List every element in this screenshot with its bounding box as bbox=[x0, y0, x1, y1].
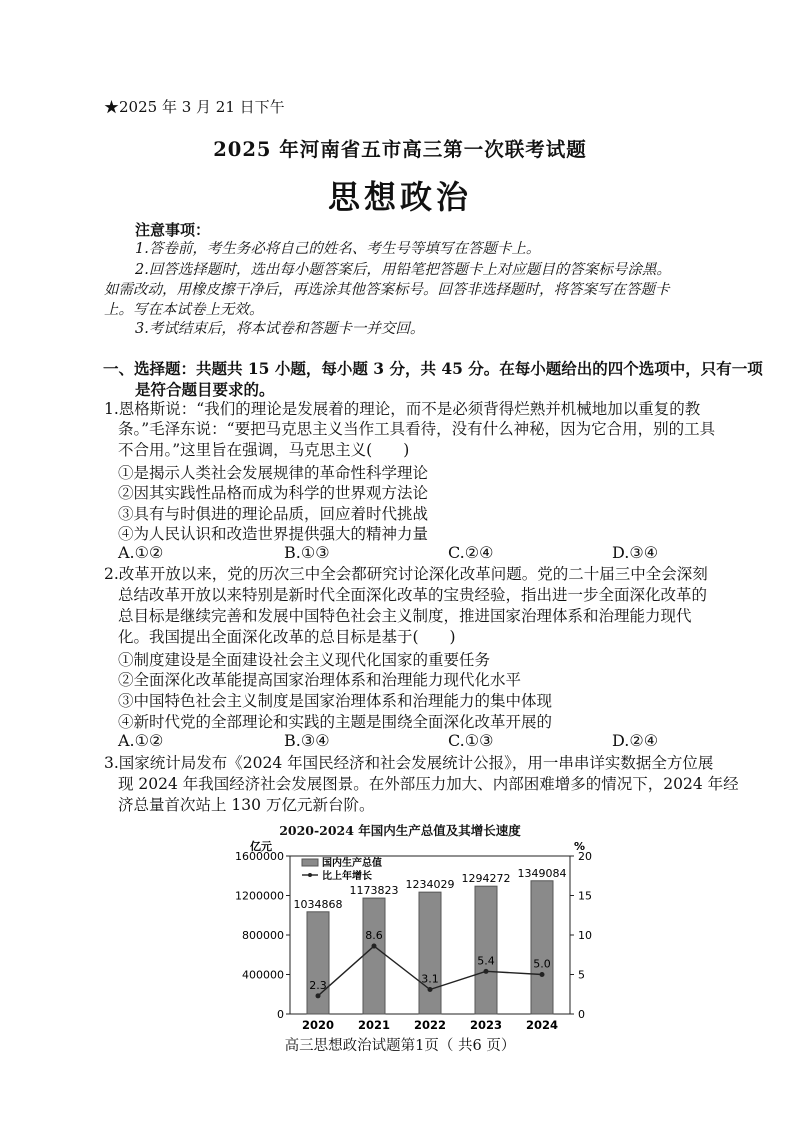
right-axis-tick-label: 5 bbox=[578, 968, 585, 982]
notice-item-2: 2.回答选择题时，选出每小题答案后，用铅笔把答题卡上对应题目的答案标号涂黑。 bbox=[135, 262, 671, 278]
question-1-line-2: 条。”毛泽东说：“要把马克思主义当作工具看待，没有什么神秘，因为它合用，别的工具 bbox=[118, 420, 716, 438]
question-1-option-1: ①是揭示人类社会发展规律的革命性科学理论 bbox=[118, 464, 429, 482]
question-2-choice-a: A.①② bbox=[118, 731, 164, 750]
growth-point bbox=[484, 969, 489, 974]
question-2-option-1: ①制度建设是全面建设社会主义现代化国家的重要任务 bbox=[118, 651, 491, 669]
page-footer: 高三思想政治试题第1页（ 共6 页） bbox=[284, 1038, 516, 1054]
exam-date: ★2025 年 3 月 21 日下午 bbox=[104, 98, 285, 116]
question-3-line-2: 现 2024 年我国经济社会发展图景。在外部压力加大、内部困难增多的情况下，2024 年经 bbox=[118, 775, 739, 793]
left-axis-tick-label: 0 bbox=[277, 1008, 284, 1021]
left-axis-tick-label: 1600000 bbox=[235, 850, 284, 863]
gdp-bar bbox=[531, 881, 553, 1014]
growth-point bbox=[316, 993, 321, 998]
gdp-bar-label: 1173823 bbox=[349, 884, 399, 898]
notice-item-2-end: 上。写在本试卷上无效。 bbox=[104, 302, 264, 318]
right-axis-tick-label: 20 bbox=[578, 850, 592, 863]
gdp-bar-label: 1234029 bbox=[405, 878, 455, 892]
question-1-option-3: ③具有与时俱进的理论品质，回应着时代挑战 bbox=[118, 505, 429, 523]
question-2-choice-c: C.①③ bbox=[448, 731, 494, 750]
question-3-line-1: 3.国家统计局发布《2024 年国民经济和社会发展统计公报》，用一串串详实数据全方位展 bbox=[104, 754, 714, 772]
exam-title: 2025 年河南省五市高三第一次联考试题 bbox=[213, 138, 587, 161]
legend-line-marker bbox=[308, 873, 312, 877]
notice-heading: 注意事项： bbox=[135, 221, 211, 239]
notice-item-1: 1.答卷前，考生务必将自己的姓名、考生号等填写在答题卡上。 bbox=[135, 241, 541, 257]
x-axis-tick-label: 2024 bbox=[525, 1018, 559, 1032]
exam-subject: 思想政治 bbox=[327, 178, 472, 216]
growth-point-label: 3.1 bbox=[421, 972, 439, 986]
question-2-line-4: 化。我国提出全面深化改革的总目标是基于( ) bbox=[118, 628, 456, 646]
section-heading-cont: 是符合题目要求的。 bbox=[135, 380, 275, 399]
gdp-bar bbox=[363, 898, 385, 1014]
growth-point bbox=[540, 972, 545, 977]
question-1-line-3: 不合用。”这里旨在强调，马克思主义( ) bbox=[118, 441, 410, 459]
x-axis-tick-label: 2021 bbox=[357, 1018, 391, 1032]
growth-point-label: 5.4 bbox=[477, 954, 495, 968]
gdp-bar bbox=[475, 886, 497, 1014]
legend-bar-swatch bbox=[302, 859, 318, 866]
gdp-bar-label: 1034868 bbox=[293, 897, 343, 911]
question-1-choice-a: A.①② bbox=[118, 543, 164, 562]
left-axis-tick-label: 1200000 bbox=[235, 889, 284, 903]
question-2-option-2: ②全面深化改革能提高国家治理体系和治理能力现代化水平 bbox=[118, 671, 522, 689]
question-2-line-3: 总目标是继续完善和发展中国特色社会主义制度，推进国家治理体系和治理能力现代 bbox=[118, 607, 692, 625]
question-1-line-1: 1.恩格斯说：“我们的理论是发展着的理论，而不是必须背得烂熟并机械地加以重复的教 bbox=[104, 400, 701, 418]
gdp-bar bbox=[307, 912, 329, 1014]
question-1-choice-d: D.③④ bbox=[612, 543, 659, 562]
x-axis-tick-label: 2023 bbox=[469, 1018, 503, 1032]
gdp-bar-label: 1294272 bbox=[461, 872, 511, 886]
question-1-option-2: ②因其实践性品格而成为科学的世界观方法论 bbox=[118, 484, 429, 502]
question-2-option-3: ③中国特色社会主义制度是国家治理体系和治理能力的集中体现 bbox=[118, 692, 553, 710]
left-axis-unit: 亿元 bbox=[250, 840, 272, 853]
x-axis-tick-label: 2020 bbox=[301, 1018, 335, 1032]
growth-point bbox=[428, 987, 433, 992]
question-1-option-4: ④为人民认识和改造世界提供强大的精神力量 bbox=[118, 525, 429, 543]
growth-point-label: 8.6 bbox=[365, 929, 383, 943]
question-3-line-3: 济总量首次站上 130 万亿元新台阶。 bbox=[118, 796, 375, 814]
question-2-option-4: ④新时代党的全部理论和实践的主题是围绕全面深化改革开展的 bbox=[118, 713, 553, 731]
right-axis-tick-label: 10 bbox=[578, 929, 592, 942]
right-axis-unit: % bbox=[574, 840, 586, 853]
legend-bar-label: 国内生产总值 bbox=[322, 858, 382, 869]
legend-line-label: 比上年增长 bbox=[322, 871, 372, 882]
growth-point bbox=[372, 944, 377, 949]
question-2-choice-d: D.②④ bbox=[612, 731, 659, 750]
notice-item-2-cont: 如需改动，用橡皮擦干净后，再选涂其他答案标号。回答非选择题时，将答案写在答题卡 bbox=[104, 282, 670, 298]
x-axis-tick-label: 2022 bbox=[413, 1018, 447, 1032]
left-axis-tick-label: 400000 bbox=[242, 968, 284, 982]
right-axis-tick-label: 0 bbox=[578, 1008, 585, 1021]
gdp-bar bbox=[419, 892, 441, 1014]
chart-title: 2020-2024 年国内生产总值及其增长速度 bbox=[279, 823, 521, 838]
question-2-line-1: 2.改革开放以来，党的历次三中全会都研究讨论深化改革问题。党的二十届三中全会深刻 bbox=[104, 565, 708, 583]
question-2-line-2: 总结改革开放以来特别是新时代全面深化改革的宝贵经验，指出进一步全面深化改革的 bbox=[118, 586, 708, 604]
question-1-choice-c: C.②④ bbox=[448, 543, 494, 562]
growth-point-label: 5.0 bbox=[533, 957, 551, 971]
section-heading: 一、选择题：共题共 15 小题，每小题 3 分，共 45 分。在每小题给出的四个选项中，只有一项 bbox=[103, 359, 763, 378]
question-1-choice-b: B.①③ bbox=[284, 543, 330, 562]
right-axis-tick-label: 15 bbox=[578, 889, 592, 903]
gdp-bar-label: 1349084 bbox=[517, 866, 567, 880]
question-2-choice-b: B.③④ bbox=[284, 731, 330, 750]
notice-item-3: 3.考试结束后，将本试卷和答题卡一并交回。 bbox=[135, 321, 425, 337]
left-axis-tick-label: 800000 bbox=[242, 929, 284, 942]
growth-point-label: 2.3 bbox=[309, 978, 327, 992]
